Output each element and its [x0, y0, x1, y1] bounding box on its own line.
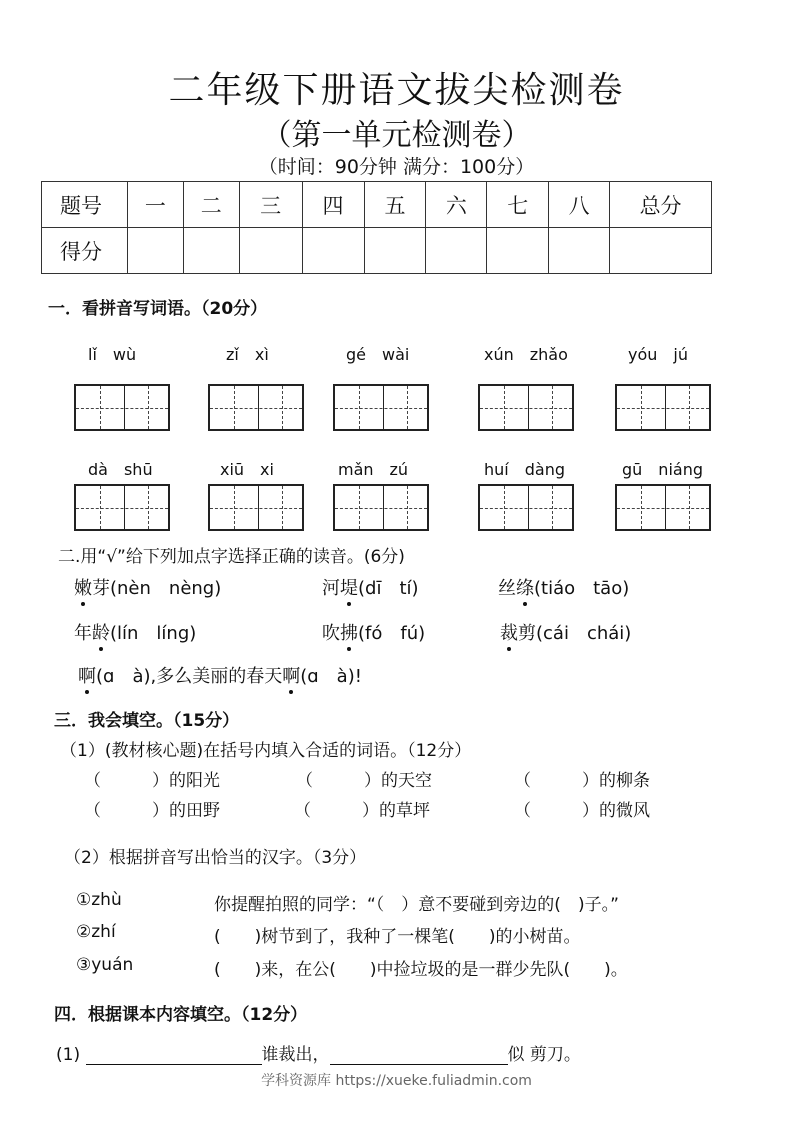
score-header-cell: 八 — [549, 182, 610, 228]
writing-grid[interactable] — [208, 384, 304, 431]
dotted-char: 啊 — [78, 662, 96, 688]
section1-heading: 一．看拼音写词语。（20分） — [48, 299, 268, 319]
pinyin-item-label: ③yuán — [76, 955, 134, 975]
score-header-cell: 七 — [487, 182, 549, 228]
section2-heading: 二.用“√”给下列加点字选择正确的读音。(6分) — [58, 547, 405, 567]
reading-choice-item: 裁剪(cái chái) — [500, 619, 631, 645]
reading-choice-sentence: 啊(ɑ à),多么美丽的春天啊(ɑ à)! — [78, 662, 362, 688]
section3-sub1: （1）(教材核心题)在括号内填入合适的词语。（12分） — [60, 741, 472, 761]
score-header-cell: 三 — [239, 182, 302, 228]
score-input-cell[interactable] — [487, 228, 549, 274]
dotted-char: 绦 — [516, 574, 534, 600]
writing-grid[interactable] — [615, 384, 711, 431]
reading-choice-item: 年龄(lín líng) — [74, 619, 196, 645]
pinyin-label: gé wài — [346, 345, 410, 364]
fill-blank-item[interactable]: （ ）的阳光 — [84, 771, 220, 791]
writing-grid[interactable] — [208, 484, 304, 531]
page-title: 二年级下册语文拔尖检测卷 — [168, 70, 625, 111]
writing-grid[interactable] — [478, 484, 574, 531]
pinyin-item-label: ①zhù — [76, 890, 122, 910]
section3-sub2: （2）根据拼音写出恰当的汉字。（3分） — [64, 848, 367, 868]
score-header-cell: 二 — [183, 182, 239, 228]
reading-choice-item: 嫩芽(nèn nèng) — [74, 574, 221, 600]
score-header-cell: 六 — [426, 182, 487, 228]
answer-blank[interactable] — [330, 1046, 508, 1065]
dotted-char: 拂 — [340, 619, 358, 645]
sentence-fragment: 似 剪刀。 — [507, 1045, 581, 1065]
score-input-cell[interactable] — [302, 228, 364, 274]
score-header-cell: 一 — [127, 182, 183, 228]
dotted-char: 龄 — [92, 619, 110, 645]
pinyin-label: xiū xi — [220, 460, 274, 479]
pinyin-item-text[interactable]: ( )树节到了，我种了一棵笔( )的小树苗。 — [214, 927, 581, 947]
pinyin-label: mǎn zú — [338, 460, 409, 479]
pinyin-item-text[interactable]: ( )来，在公( )中捡垃圾的是一群少先队( )。 — [214, 960, 628, 980]
pinyin-label: huí dàng — [484, 460, 565, 479]
score-input-cell[interactable] — [426, 228, 487, 274]
time-score-info: （时间：90分钟 满分：100分） — [258, 156, 535, 178]
dotted-char: 嫩 — [74, 574, 92, 600]
score-header-cell: 题号 — [42, 182, 128, 228]
pinyin-label: gū niáng — [622, 460, 703, 479]
answer-blank[interactable] — [86, 1046, 262, 1065]
pinyin-label: lǐ wù — [88, 345, 137, 364]
score-table-score-row — [42, 228, 712, 274]
score-table-header-row — [42, 182, 712, 228]
pinyin-label: xún zhǎo — [484, 345, 568, 364]
score-table — [41, 181, 712, 274]
fill-blank-item[interactable]: （ ）的天空 — [296, 771, 432, 791]
section4-heading: 四．根据课本内容填空。（12分） — [54, 1005, 308, 1025]
sentence-fragment: 谁裁出， — [261, 1045, 330, 1065]
reading-choice-item: 丝绦(tiáo tāo) — [498, 574, 629, 600]
reading-choice-item: 吹拂(fó fú) — [322, 619, 425, 645]
score-input-cell[interactable] — [549, 228, 610, 274]
score-row-label: 得分 — [42, 228, 128, 274]
pinyin-item-text[interactable]: 你提醒拍照的同学：“（ ）意不要碰到旁边的( )子。” — [214, 895, 619, 915]
writing-grid[interactable] — [333, 384, 429, 431]
reading-choice-item: 河堤(dī tí) — [322, 574, 419, 600]
writing-grid[interactable] — [333, 484, 429, 531]
fill-blank-item[interactable]: （ ）的柳条 — [514, 771, 650, 791]
dotted-char: 啊 — [282, 662, 300, 688]
fill-blank-item[interactable]: （ ）的草坪 — [294, 801, 430, 821]
fill-blank-item[interactable]: （ ）的微风 — [514, 801, 650, 821]
pinyin-label: zǐ xì — [226, 345, 269, 364]
writing-grid[interactable] — [615, 484, 711, 531]
section3-heading: 三．我会填空。（15分） — [54, 711, 240, 731]
score-header-cell: 五 — [364, 182, 426, 228]
writing-grid[interactable] — [74, 484, 170, 531]
fill-blank-item[interactable]: （ ）的田野 — [84, 801, 220, 821]
score-header-cell: 四 — [302, 182, 364, 228]
score-header-cell: 总分 — [610, 182, 712, 228]
score-input-cell[interactable] — [364, 228, 426, 274]
writing-grid[interactable] — [74, 384, 170, 431]
dotted-char: 裁 — [500, 619, 518, 645]
score-input-cell[interactable] — [239, 228, 302, 274]
score-input-cell[interactable] — [127, 228, 183, 274]
score-input-cell[interactable] — [610, 228, 712, 274]
pinyin-label: yóu jú — [628, 345, 688, 364]
pinyin-item-label: ②zhí — [76, 922, 116, 942]
fill-sentence-q1 — [56, 1040, 581, 1065]
pinyin-label: dà shū — [88, 460, 153, 479]
writing-grid[interactable] — [478, 384, 574, 431]
question-number: (1) — [56, 1045, 81, 1065]
dotted-char: 堤 — [340, 574, 358, 600]
page-subtitle: （第一单元检测卷） — [261, 118, 532, 153]
footer-watermark: 学科资源库 https://xueke.fuliadmin.com — [261, 1073, 532, 1089]
score-input-cell[interactable] — [183, 228, 239, 274]
